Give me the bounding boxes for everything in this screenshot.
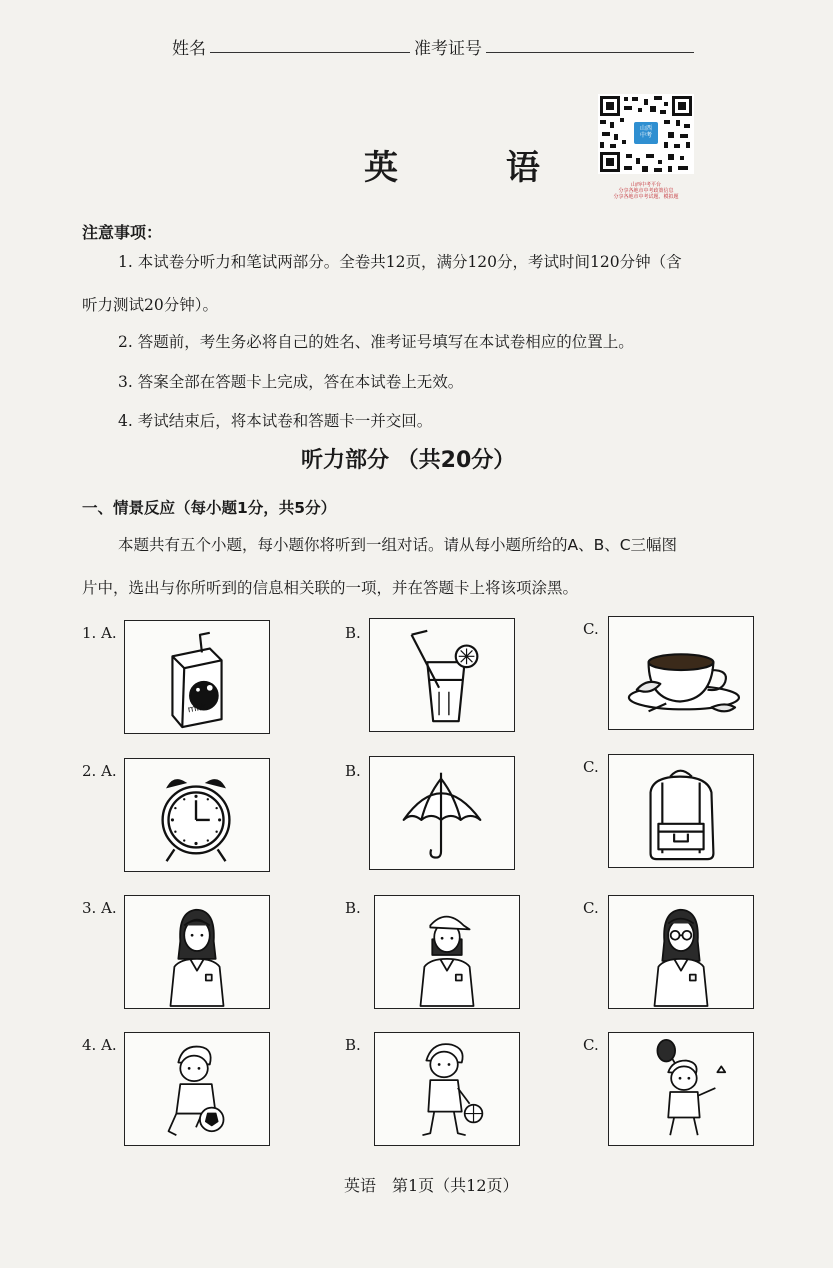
instruction-line-2: 片中，选出与你所听到的信息相关联的一项，并在答题卡上将该项涂黑。 [82, 579, 579, 597]
page-title: 英 语 [364, 148, 588, 188]
instruction-line-1: 本题共有五个小题，每小题你将听到一组对话。请从每小题所给的A、B、C三幅图 [118, 536, 678, 554]
question-label-3a: 3. A. [82, 899, 117, 917]
option-4c-boy-badminton[interactable] [608, 1032, 754, 1146]
name-label: 姓名 [172, 39, 206, 59]
notice-item-4: 4. 考试结束后，将本试卷和答题卡一并交回。 [118, 412, 433, 430]
option-1b-juice-glass[interactable] [369, 618, 515, 732]
question-label-3c: C. [583, 899, 599, 917]
milk-label: milk [187, 702, 208, 716]
part-title: 一、情景反应（每小题1分，共5分） [82, 499, 337, 517]
qr-caption-line: 山西中考平台 [630, 182, 661, 188]
notice-item-1-cont: 听力测试20分钟）。 [82, 296, 218, 314]
option-4a-boy-football[interactable] [124, 1032, 270, 1146]
section-title: 听力部分 （共20分） [301, 448, 516, 473]
option-2b-umbrella[interactable] [369, 756, 515, 870]
question-label-2b: B. [345, 762, 361, 780]
qr-caption-line: 分享各地市中考试题、模拟题 [613, 194, 679, 200]
exam-id-line [486, 52, 694, 53]
question-label-1c: C. [583, 620, 599, 638]
qr-caption [592, 182, 700, 200]
notice-item-2: 2. 答题前，考生务必将自己的姓名、准考证号填写在本试卷相应的位置上。 [118, 333, 634, 351]
option-1c-tea-cup[interactable] [608, 616, 754, 730]
qr-caption-line: 分享各地市中考政策信息 [618, 188, 674, 194]
question-label-4c: C. [583, 1036, 599, 1054]
option-1a-milk-carton[interactable] [124, 620, 270, 734]
question-label-1b: B. [345, 624, 361, 642]
option-4b-boy-basketball[interactable] [374, 1032, 520, 1146]
option-3c-girl-glasses[interactable] [608, 895, 754, 1009]
option-2c-backpack[interactable] [608, 754, 754, 868]
exam-id-label: 准考证号 [414, 39, 482, 59]
question-label-1a: 1. A. [82, 624, 117, 642]
page-footer: 英语 第1页（共12页） [344, 1176, 519, 1195]
option-3b-girl-cap[interactable] [374, 895, 520, 1009]
notice-title: 注意事项： [82, 223, 163, 242]
qr-code[interactable] [598, 94, 694, 174]
question-label-4b: B. [345, 1036, 361, 1054]
question-label-4a: 4. A. [82, 1036, 117, 1054]
question-label-2a: 2. A. [82, 762, 117, 780]
notice-item-1: 1. 本试卷分听力和笔试两部分。全卷共12页，满分120分，考试时间120分钟（含 [118, 253, 682, 271]
name-line [210, 52, 410, 53]
qr-badge-text: 山西 中考 [639, 125, 652, 139]
option-2a-alarm-clock[interactable] [124, 758, 270, 872]
option-3a-girl-long-hair[interactable] [124, 895, 270, 1009]
question-label-2c: C. [583, 758, 599, 776]
question-label-3b: B. [345, 899, 361, 917]
notice-item-3: 3. 答案全部在答题卡上完成，答在本试卷上无效。 [118, 373, 464, 391]
